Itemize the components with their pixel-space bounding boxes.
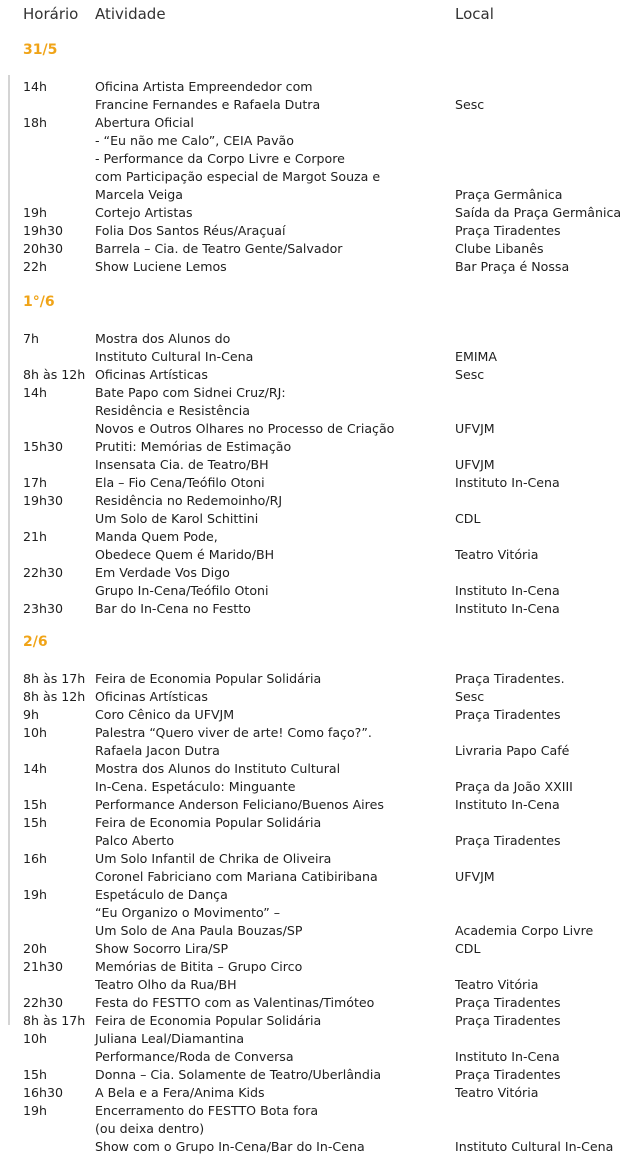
row-activity: Feira de Economia Popular Solidária xyxy=(95,815,322,830)
row-time: 19h30 xyxy=(23,223,64,238)
schedule-row xyxy=(0,240,638,258)
schedule-row xyxy=(0,1012,638,1030)
row-activity: Prutiti: Memórias de Estimação xyxy=(95,439,292,454)
schedule-row xyxy=(0,724,638,742)
row-activity: Show Luciene Lemos xyxy=(95,259,227,274)
row-activity: Rafaela Jacon Dutra xyxy=(95,743,220,758)
row-activity: Folia Dos Santos Réus/Araçuaí xyxy=(95,223,286,238)
row-time: 10h xyxy=(23,725,48,740)
row-time: 16h xyxy=(23,851,48,866)
row-location: Instituto In-Cena xyxy=(455,797,560,812)
schedule-row xyxy=(0,760,638,778)
schedule-header xyxy=(0,0,638,30)
schedule-row xyxy=(0,868,638,886)
schedule-row xyxy=(0,958,638,976)
row-activity: A Bela e a Fera/Anima Kids xyxy=(95,1085,265,1100)
row-location: Instituto In-Cena xyxy=(455,475,560,490)
row-activity: Oficina Artista Empreendedor com xyxy=(95,79,313,94)
row-location: Praça Tiradentes xyxy=(455,1067,561,1082)
row-time: 8h às 12h xyxy=(23,689,86,704)
row-activity: com Participação especial de Margot Souza e xyxy=(95,169,381,184)
row-activity: Espetáculo de Dança xyxy=(95,887,228,902)
row-location: EMIMA xyxy=(455,349,498,364)
schedule-row xyxy=(0,348,638,366)
row-activity: Um Solo de Ana Paula Bouzas/SP xyxy=(95,923,303,938)
row-activity: - Performance da Corpo Livre e Corpore xyxy=(95,151,345,166)
schedule-row xyxy=(0,330,638,348)
schedule-row xyxy=(0,420,638,438)
schedule-row xyxy=(0,814,638,832)
schedule-row xyxy=(0,492,638,510)
schedule-row xyxy=(0,366,638,384)
row-activity: Barrela – Cia. de Teatro Gente/Salvador xyxy=(95,241,343,256)
row-activity: Oficinas Artísticas xyxy=(95,367,208,382)
row-time: 20h30 xyxy=(23,241,64,256)
row-location: Teatro Vitória xyxy=(455,547,539,562)
schedule-row xyxy=(0,1084,638,1102)
row-activity: Coro Cênico da UFVJM xyxy=(95,707,235,722)
section-date: 31/5 xyxy=(23,42,58,58)
row-time: 15h30 xyxy=(23,439,64,454)
row-time: 15h xyxy=(23,797,48,812)
row-activity: Teatro Olho da Rua/BH xyxy=(95,977,237,992)
schedule-row xyxy=(0,600,638,618)
row-time: 17h xyxy=(23,475,48,490)
schedule-row xyxy=(0,1120,638,1138)
schedule-row xyxy=(0,438,638,456)
section-date: 1°/6 xyxy=(23,294,55,310)
schedule-row xyxy=(0,778,638,796)
row-time: 15h xyxy=(23,1067,48,1082)
row-time: 16h30 xyxy=(23,1085,64,1100)
schedule-row xyxy=(0,940,638,958)
schedule-row xyxy=(0,96,638,114)
schedule-row xyxy=(0,1138,638,1156)
schedule-row xyxy=(0,474,638,492)
row-activity: Juliana Leal/Diamantina xyxy=(95,1031,245,1046)
schedule-row xyxy=(0,832,638,850)
row-location: UFVJM xyxy=(455,457,495,472)
row-location: Academia Corpo Livre xyxy=(455,923,594,938)
row-location: UFVJM xyxy=(455,869,495,884)
row-activity: Cortejo Artistas xyxy=(95,205,193,220)
row-location: Bar Praça é Nossa xyxy=(455,259,570,274)
row-location: Teatro Vitória xyxy=(455,1085,539,1100)
row-time: 21h xyxy=(23,529,48,544)
row-activity: Oficinas Artísticas xyxy=(95,689,208,704)
row-activity: Residência e Resistência xyxy=(95,403,250,418)
row-location: UFVJM xyxy=(455,421,495,436)
row-location: Praça Tiradentes xyxy=(455,707,561,722)
row-location: Praça Tiradentes xyxy=(455,833,561,848)
schedule-row xyxy=(0,528,638,546)
row-activity: - “Eu não me Calo”, CEIA Pavão xyxy=(95,133,294,148)
schedule-row xyxy=(0,670,638,688)
schedule-row xyxy=(0,186,638,204)
row-time: 23h30 xyxy=(23,601,64,616)
schedule-row xyxy=(0,546,638,564)
schedule-row xyxy=(0,1102,638,1120)
row-time: 7h xyxy=(23,331,39,346)
row-time: 8h às 12h xyxy=(23,367,86,382)
header-location: Local xyxy=(455,5,494,23)
schedule-row xyxy=(0,402,638,420)
row-activity: In-Cena. Espetáculo: Minguante xyxy=(95,779,296,794)
row-location: Praça Tiradentes xyxy=(455,223,561,238)
row-activity: Obedece Quem é Marido/BH xyxy=(95,547,275,562)
row-time: 14h xyxy=(23,761,48,776)
schedule-row xyxy=(0,582,638,600)
schedule-row xyxy=(0,168,638,186)
schedule-row xyxy=(0,384,638,402)
row-activity: Francine Fernandes e Rafaela Dutra xyxy=(95,97,321,112)
schedule-row xyxy=(0,976,638,994)
row-time: 18h xyxy=(23,115,48,130)
schedule-row xyxy=(0,222,638,240)
row-location: Sesc xyxy=(455,97,485,112)
row-activity: Feira de Economia Popular Solidária xyxy=(95,1013,322,1028)
row-location: Saída da Praça Germânica xyxy=(455,205,622,220)
row-time: 15h xyxy=(23,815,48,830)
row-activity: Ela – Fio Cena/Teófilo Otoni xyxy=(95,475,265,490)
section-date: 2/6 xyxy=(23,634,48,650)
header-time: Horário xyxy=(23,5,79,23)
row-activity: Mostra dos Alunos do xyxy=(95,331,231,346)
row-location: Livraria Papo Café xyxy=(455,743,570,758)
schedule-row xyxy=(0,78,638,96)
row-time: 20h xyxy=(23,941,48,956)
row-time: 14h xyxy=(23,79,48,94)
schedule-row xyxy=(0,258,638,276)
row-time: 22h30 xyxy=(23,995,64,1010)
row-activity: Memórias de Bitita – Grupo Circo xyxy=(95,959,303,974)
row-time: 14h xyxy=(23,385,48,400)
schedule-row xyxy=(0,114,638,132)
schedule-row xyxy=(0,1030,638,1048)
row-activity: Coronel Fabriciano com Mariana Catibiribana xyxy=(95,869,378,884)
row-location: Clube Libanês xyxy=(455,241,544,256)
schedule-row xyxy=(0,150,638,168)
header-activity: Atividade xyxy=(95,5,166,23)
schedule-row xyxy=(0,706,638,724)
schedule-row xyxy=(0,510,638,528)
row-activity: Marcela Veiga xyxy=(95,187,183,202)
row-activity: Instituto Cultural In-Cena xyxy=(95,349,254,364)
row-time: 19h xyxy=(23,887,48,902)
row-location: CDL xyxy=(455,941,481,956)
schedule-row xyxy=(0,132,638,150)
row-time: 8h às 17h xyxy=(23,1013,86,1028)
row-location: Praça Germânica xyxy=(455,187,563,202)
row-location: Teatro Vitória xyxy=(455,977,539,992)
row-activity: Bar do In-Cena no Festto xyxy=(95,601,251,616)
row-location: Praça Tiradentes xyxy=(455,995,561,1010)
schedule-row xyxy=(0,922,638,940)
row-activity: Insensata Cia. de Teatro/BH xyxy=(95,457,269,472)
row-time: 19h xyxy=(23,1103,48,1118)
row-activity: Mostra dos Alunos do Instituto Cultural xyxy=(95,761,341,776)
row-activity: Abertura Oficial xyxy=(95,115,194,130)
row-location: Praça Tiradentes xyxy=(455,1013,561,1028)
row-location: Sesc xyxy=(455,367,485,382)
row-activity: Palco Aberto xyxy=(95,833,175,848)
row-location: Instituto In-Cena xyxy=(455,601,560,616)
row-activity: Performance/Roda de Conversa xyxy=(95,1049,294,1064)
schedule-row xyxy=(0,796,638,814)
row-time: 22h xyxy=(23,259,48,274)
row-activity: Festa do FESTTO com as Valentinas/Timóteo xyxy=(95,995,375,1010)
row-activity: Um Solo Infantil de Chrika de Oliveira xyxy=(95,851,332,866)
row-location: Instituto Cultural In-Cena xyxy=(455,1139,614,1154)
row-location: CDL xyxy=(455,511,481,526)
row-activity: Em Verdade Vos Digo xyxy=(95,565,230,580)
row-activity: Performance Anderson Feliciano/Buenos Aires xyxy=(95,797,384,812)
row-activity: Donna – Cia. Solamente de Teatro/Uberlândia xyxy=(95,1067,382,1082)
schedule-row xyxy=(0,850,638,868)
row-activity: Novos e Outros Olhares no Processo de Criação xyxy=(95,421,395,436)
row-location: Praça da João XXIII xyxy=(455,779,573,794)
row-time: 10h xyxy=(23,1031,48,1046)
row-location: Instituto In-Cena xyxy=(455,1049,560,1064)
row-activity: Encerramento do FESTTO Bota fora xyxy=(95,1103,319,1118)
row-time: 9h xyxy=(23,707,39,722)
row-location: Sesc xyxy=(455,689,485,704)
row-activity: Palestra “Quero viver de arte! Como faço?”. xyxy=(95,725,372,740)
schedule-row xyxy=(0,688,638,706)
row-activity: Feira de Economia Popular Solidária xyxy=(95,671,322,686)
row-time: 19h xyxy=(23,205,48,220)
row-activity: Show Socorro Lira/SP xyxy=(95,941,229,956)
row-activity: Show com o Grupo In-Cena/Bar do In-Cena xyxy=(95,1139,365,1154)
schedule-row xyxy=(0,904,638,922)
row-activity: (ou deixa dentro) xyxy=(95,1121,205,1136)
schedule-row xyxy=(0,564,638,582)
schedule-row xyxy=(0,204,638,222)
schedule-row xyxy=(0,456,638,474)
row-location: Instituto In-Cena xyxy=(455,583,560,598)
row-time: 19h30 xyxy=(23,493,64,508)
row-activity: Residência no Redemoinho/RJ xyxy=(95,493,283,508)
schedule-row xyxy=(0,1048,638,1066)
row-time: 8h às 17h xyxy=(23,671,86,686)
row-time: 22h30 xyxy=(23,565,64,580)
row-activity: Um Solo de Karol Schittini xyxy=(95,511,259,526)
row-activity: “Eu Organizo o Movimento” – xyxy=(95,905,281,920)
row-activity: Grupo In-Cena/Teófilo Otoni xyxy=(95,583,269,598)
schedule-row xyxy=(0,994,638,1012)
row-activity: Bate Papo com Sidnei Cruz/RJ: xyxy=(95,385,286,400)
row-activity: Manda Quem Pode, xyxy=(95,529,218,544)
row-time: 21h30 xyxy=(23,959,64,974)
schedule-row xyxy=(0,886,638,904)
schedule-row xyxy=(0,1066,638,1084)
schedule-row xyxy=(0,742,638,760)
row-location: Praça Tiradentes. xyxy=(455,671,565,686)
